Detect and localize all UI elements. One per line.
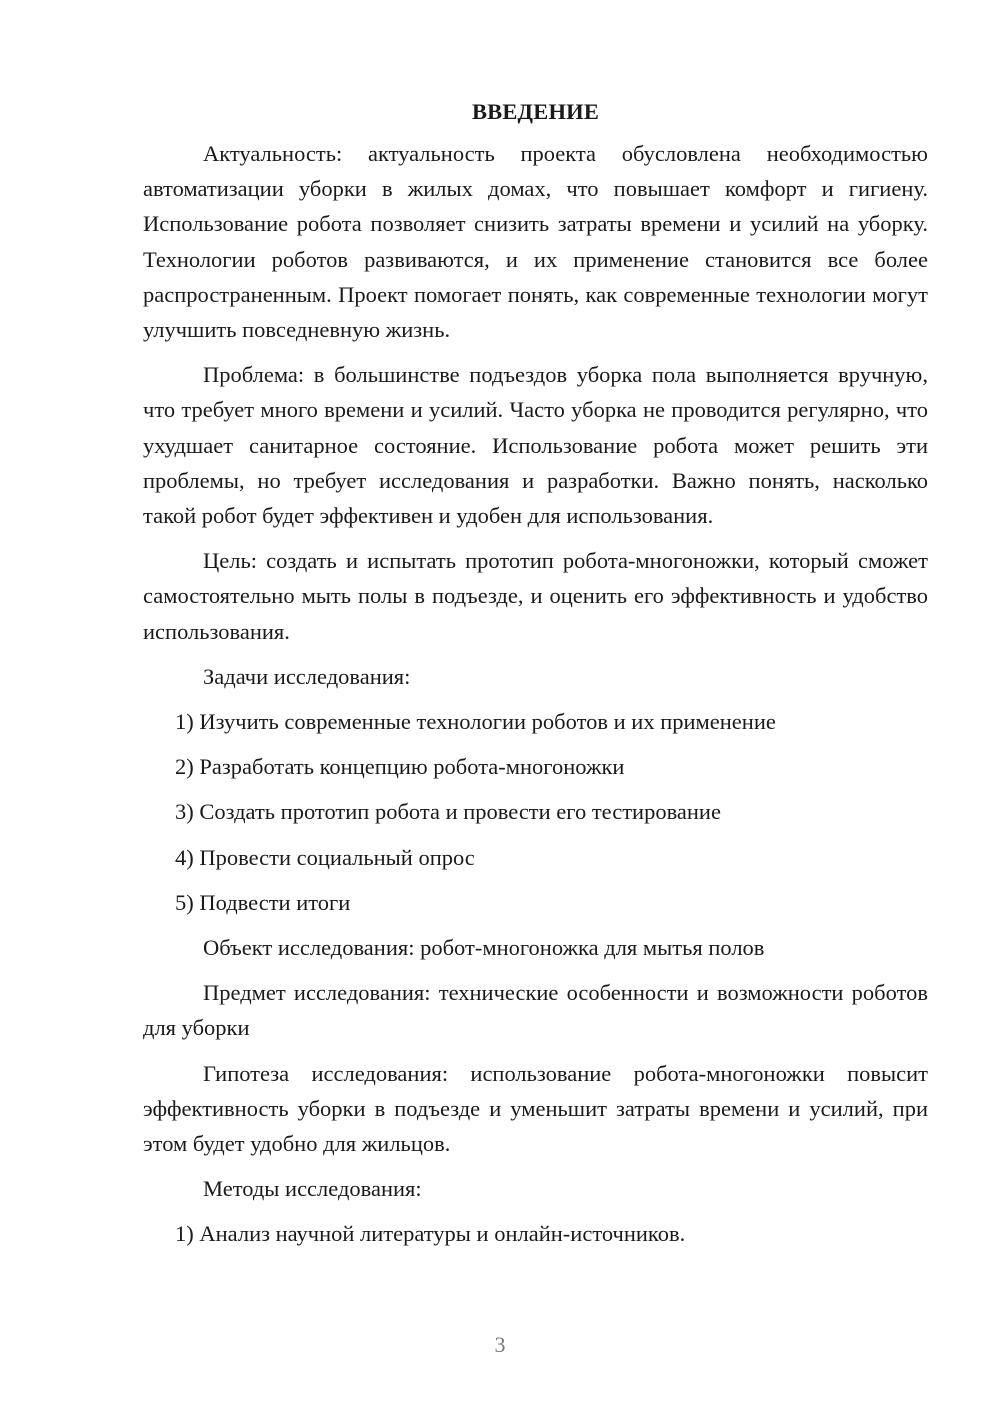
paragraph-subject: Предмет исследования: технические особенности и возможности роботов для уборки [143,980,928,1041]
list-item: 2) Разработать концепцию робота-многоножки [175,754,625,780]
paragraph-problem: Проблема: в большинстве подъездов уборка пола выполняется вручную, что требует много времени и усилий. Часто уборка не проводится регулярно, что ухудшает санитарное состояние. Использование робота может решить эти проблемы, но требует исследования и разработки. Важно понять, насколько такой робот будет эффективен и удобен для использования. [143,362,928,529]
methods-heading: Методы исследования: [203,1176,422,1202]
list-item: 1) Анализ научной литературы и онлайн-источников. [175,1221,686,1247]
paragraph-relevance: Актуальность: актуальность проекта обусловлена необходимостью автоматизации уборки в жилых домах, что повышает комфорт и гигиену. Использование робота позволяет снизить затраты времени и усилий на уборку. Технологии роботов развиваются, и их применение становится все более распространенным. Проект помогает понять, как современные технологии могут улучшить повседневную жизнь. [143,141,928,343]
list-item: 1) Изучить современные технологии роботов и их применение [175,709,776,735]
list-item: 5) Подвести итоги [175,889,351,915]
page-number: 3 [494,1332,506,1357]
section-title: ВВЕДЕНИЕ [471,99,600,124]
paragraph-object: Объект исследования: робот-многоножка для мытья полов [203,935,765,961]
tasks-list [143,704,928,920]
methods-list [143,1216,928,1251]
tasks-heading: Задачи исследования: [203,663,411,689]
list-item: 3) Создать прототип робота и провести его тестирование [175,799,721,825]
paragraph-hypothesis: Гипотеза исследования: использование робота-многоножки повысит эффективность уборки в подъезде и уменьшит затраты времени и усилий, при этом будет удобно для жильцов. [143,1060,928,1157]
page-content [143,94,928,1262]
list-item: 4) Провести социальный опрос [175,844,475,870]
paragraph-goal: Цель: создать и испытать прототип робота-многоножки, который сможет самостоятельно мыть полы в подъезде, и оценить его эффективность и удобство использования. [143,548,928,644]
